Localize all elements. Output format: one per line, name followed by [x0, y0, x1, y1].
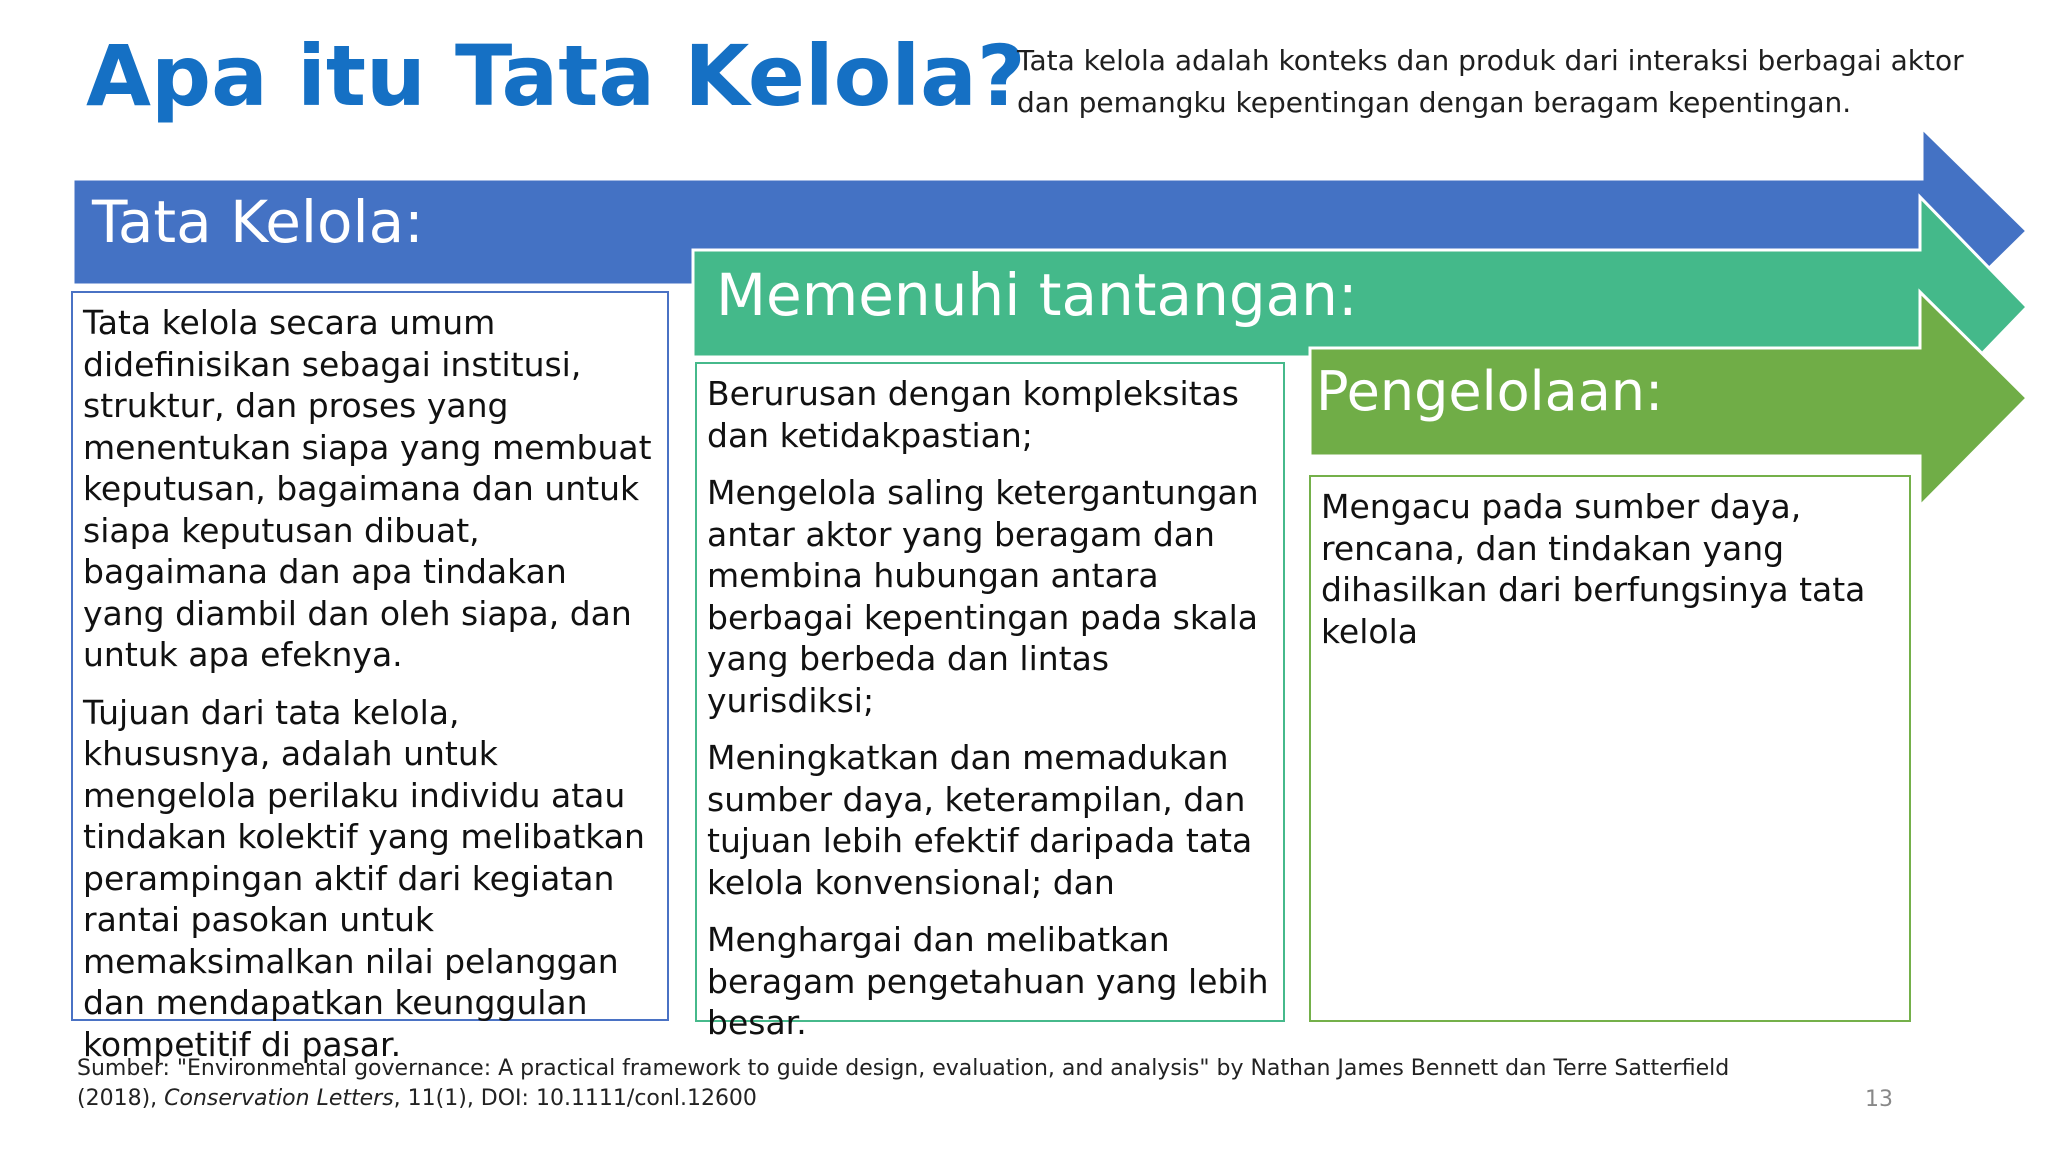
source-prefix: Sumber: "Environmental governance: A practical framework to guide design, evaluation, and analysis" by Nathan James Bennett dan Terre Satterfield (2018), — [77, 1056, 1730, 1111]
box-paragraph: Mengelola saling ketergantungan antar aktor yang beragam dan membina hubungan antara berbagai kepentingan pada skala yang berbeda dan lintas yurisdiksi; — [707, 473, 1259, 720]
page-number: 13 — [1865, 1087, 1893, 1112]
management-box — [1309, 475, 1911, 1022]
definition-box — [71, 291, 669, 1064]
box-paragraph: Tata kelola secara umum didefinisikan sebagai institusi, struktur, dan proses yang menentukan siapa yang membuat keputusan, bagaimana dan untuk siapa keputusan dibuat, bagaimana dan apa tindakan yang diambil dan oleh siapa, dan untuk apa efeknya. — [83, 303, 652, 674]
box-paragraph: Berurusan dengan kompleksitas dan ketidakpastian; — [707, 374, 1239, 455]
box-paragraph: Mengacu pada sumber daya, rencana, dan tindakan yang dihasilkan dari berfungsinya tata kelola — [1321, 487, 1866, 651]
slide-title: Apa itu Tata Kelola? — [86, 27, 1026, 125]
box-paragraph: Tujuan dari tata kelola, khususnya, adalah untuk mengelola perilaku individu atau tindakan kolektif yang melibatkan perampingan aktif dari kegiatan rantai pasokan untuk memaksimalkan nilai pelanggan dan mendapatkan keunggulan kompetitif di pasar. — [83, 692, 645, 1064]
arrow-label-pengelolaan: Pengelolaan: — [1316, 360, 1664, 423]
box-paragraph: Menghargai dan melibatkan beragam pengetahuan yang lebih besar. — [707, 920, 1269, 1042]
source-suffix: , 11(1), DOI: 10.1111/conl.12600 — [393, 1086, 757, 1111]
source-journal: Conservation Letters — [164, 1086, 394, 1111]
box-paragraph: Meningkatkan dan memadukan sumber daya, keterampilan, dan tujuan lebih efektif daripada tata kelola konvensional; dan — [707, 738, 1253, 902]
arrow-label-tata-kelola: Tata Kelola: — [92, 188, 424, 256]
slide-subtitle: Tata kelola adalah konteks dan produk dari interaksi berbagai aktor dan pemangku kepentingan dengan beragam kepentingan. — [1017, 44, 1964, 119]
source-citation — [77, 1054, 1797, 1114]
challenges-box — [695, 362, 1285, 1042]
arrow-label-memenuhi-tantangan: Memenuhi tantangan: — [716, 261, 1358, 329]
